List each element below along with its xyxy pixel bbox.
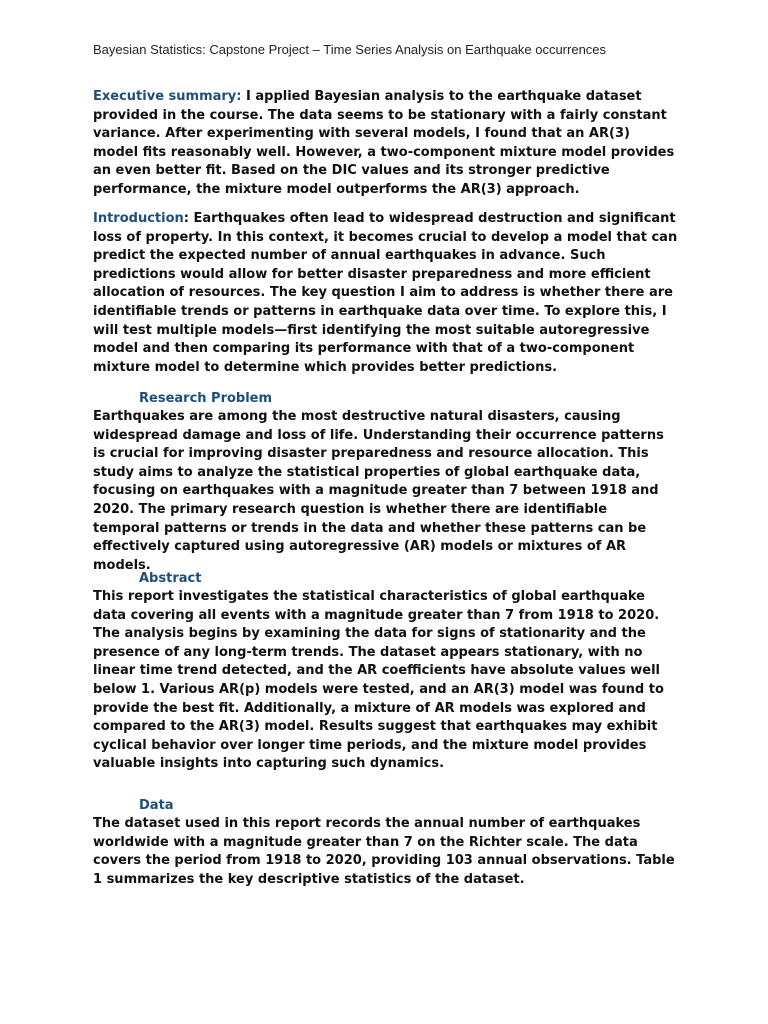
introduction-paragraph bbox=[93, 210, 678, 377]
introduction-label: Introduction bbox=[93, 211, 184, 226]
introduction-text: : Earthquakes often lead to widespread destruction and significant loss of property. In this context, it becomes crucial to develop a model that can predict the expected number of annual earthquakes in advance. Such predictions would allow for better disaster preparedness and more efficient allocation of resources. The key question I aim to address is whether there are identifiable trends or patterns in earthquake data over time. To explore this, I will test multiple models—first identifying the most suitable autoregressive model and then comparing its performance with that of a two-component mixture model to determine which provides better predictions. bbox=[93, 211, 678, 375]
executive-summary-paragraph bbox=[93, 88, 678, 200]
executive-summary-text: I applied Bayesian analysis to the earthquake dataset provided in the course. The data seems to be stationary with a fairly constant variance. After experimenting with several models, I found that an AR(3) model fits reasonably well. However, a two-component mixture model provides an even better fit. Based on the DIC values and its stronger predictive performance, the mixture model outperforms the AR(3) approach. bbox=[93, 89, 675, 197]
data-heading: Data bbox=[139, 798, 174, 813]
running-header: Bayesian Statistics: Capstone Project – Time Series Analysis on Earthquake occurrences bbox=[93, 42, 607, 57]
research-problem-paragraph: Earthquakes are among the most destructive natural disasters, causing widespread damage and loss of life. Understanding their occurrence patterns is crucial for improving disaster preparedness and resource allocation. This study aims to analyze the statistical properties of global earthquake data, focusing on earthquakes with a magnitude greater than 7 between 1918 and 2020. The primary research question is whether there are identifiable temporal patterns or trends in the data and whether these patterns can be effectively captured using autoregressive (AR) models or mixtures of AR models. bbox=[93, 409, 664, 573]
abstract-heading: Abstract bbox=[139, 571, 202, 586]
data-paragraph: The dataset used in this report records the annual number of earthquakes worldwide with a magnitude greater than 7 on the Richter scale. The data covers the period from 1918 to 2020, providing 103 annual observations. Table 1 summarizes the key descriptive statistics of the dataset. bbox=[93, 816, 675, 887]
executive-summary-label: Executive summary: bbox=[93, 89, 242, 104]
research-problem-heading: Research Problem bbox=[139, 391, 273, 406]
abstract-paragraph: This report investigates the statistical characteristics of global earthquake data covering all events with a magnitude greater than 7 from 1918 to 2020. The analysis begins by examining the data for signs of stationarity and the presence of any long-term trends. The dataset appears stationary, with no linear time trend detected, and the AR coefficients have absolute values well below 1. Various AR(p) models were tested, and an AR(3) model was found to provide the best fit. Additionally, a mixture of AR models was explored and compared to the AR(3) model. Results suggest that earthquakes may exhibit cyclical behavior over longer time periods, and the mixture model provides valuable insights into capturing such dynamics. bbox=[93, 589, 664, 772]
